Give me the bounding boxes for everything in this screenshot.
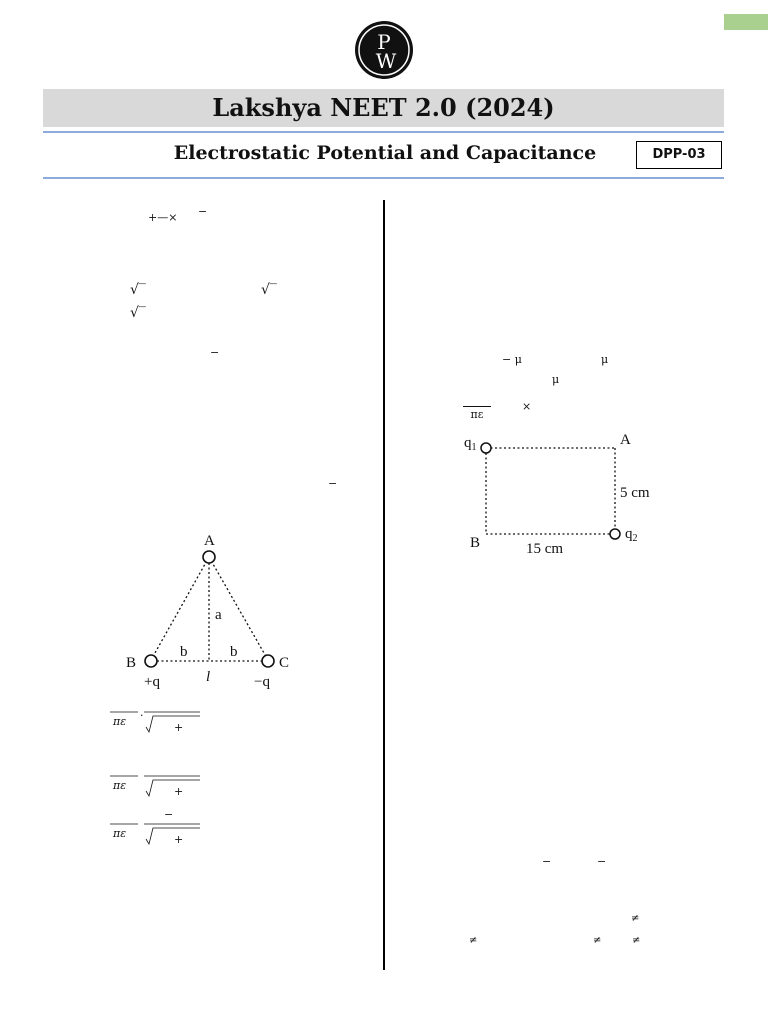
minus-right-a: − xyxy=(542,855,552,868)
top-rule xyxy=(43,131,724,133)
logo-letter-w: W xyxy=(375,49,397,73)
label-b-right: b xyxy=(230,644,238,660)
corner-tab xyxy=(724,14,768,30)
sqrt-option-b: √‾ xyxy=(261,282,277,298)
neq-1: ≠ xyxy=(631,913,640,924)
option2-pe: πε xyxy=(113,779,127,792)
label-height: a xyxy=(215,607,222,623)
label-b-left: b xyxy=(180,644,188,660)
charge-q1 xyxy=(481,443,491,453)
chapter-title: Electrostatic Potential and Capacitance xyxy=(173,142,597,164)
label-length: l xyxy=(206,669,211,685)
label-q1: $q_1$ xyxy=(464,435,477,453)
neq-2: ≠ xyxy=(469,935,478,946)
charge-q2 xyxy=(610,529,620,539)
triangle-diagram xyxy=(120,525,300,695)
label-minus-q: −q xyxy=(254,674,270,690)
rectangle-diagram xyxy=(460,425,670,565)
label-c: C xyxy=(279,655,290,671)
page-title: Lakshya NEET 2.0 (2024) xyxy=(212,93,555,122)
option1-dot: · xyxy=(140,709,144,722)
pe-fraction xyxy=(463,406,491,421)
dpp-badge: DPP-03 xyxy=(636,141,722,169)
minus-fragment-b: − xyxy=(328,477,338,490)
label-q2: $q_2$ xyxy=(625,526,638,544)
mu-c: μ xyxy=(552,373,560,386)
mu-line: − μ xyxy=(502,353,522,366)
label-a: A xyxy=(204,533,215,549)
mu-b: μ xyxy=(601,353,609,366)
charge-b xyxy=(145,655,157,667)
label-corner-b: B xyxy=(470,535,481,551)
sqrt-option-a: √‾ xyxy=(130,282,146,298)
label-plus-q: +q xyxy=(144,674,160,690)
charge-c xyxy=(262,655,274,667)
neq-3: ≠ xyxy=(593,935,602,946)
logo-letter-p: P xyxy=(377,30,391,54)
q1-expression: +—× xyxy=(148,211,178,224)
option3-plus: + xyxy=(174,833,184,845)
minus-fragment-a: − xyxy=(210,346,220,359)
label-5cm: 5 cm xyxy=(620,485,650,501)
charge-a xyxy=(203,551,215,563)
pw-logo xyxy=(354,18,414,82)
option-fractions xyxy=(108,705,208,845)
bottom-rule xyxy=(43,177,724,179)
option3-pe: πε xyxy=(113,827,127,840)
label-b: B xyxy=(126,655,137,671)
option1-pe: πε xyxy=(113,715,127,728)
option3-minus: − xyxy=(164,808,174,821)
option2-plus: + xyxy=(174,785,184,798)
option1-plus: + xyxy=(174,721,184,734)
label-15cm: 15 cm xyxy=(526,541,564,557)
pe-text: πε xyxy=(463,406,491,421)
minus-right-b: − xyxy=(597,855,607,868)
q1-minus: − xyxy=(198,205,208,218)
neq-4: ≠ xyxy=(632,935,641,946)
times-sign: × xyxy=(522,400,532,413)
label-corner-a: A xyxy=(620,432,631,448)
column-divider xyxy=(383,200,385,970)
sqrt-option-c: √‾ xyxy=(130,305,146,321)
